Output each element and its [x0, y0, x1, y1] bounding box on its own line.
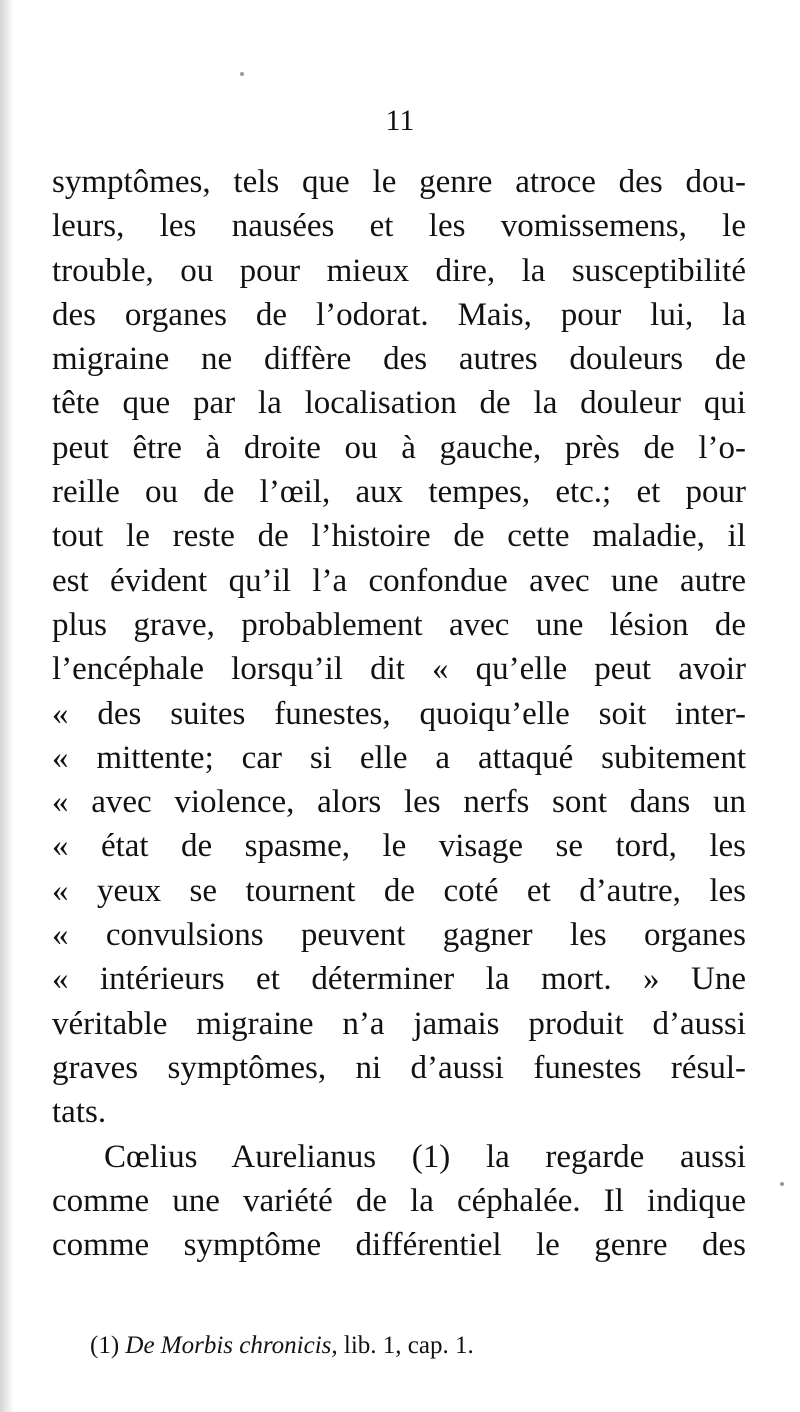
text-line: « yeux se tournent de coté et d’autre, les: [52, 872, 746, 909]
page-number: 11: [385, 104, 415, 137]
paper-speck: [240, 72, 244, 76]
text-line: leurs, les nausées et les vomissemens, le: [52, 208, 746, 245]
text-line: migraine ne diffère des autres douleurs de: [52, 341, 746, 378]
page-gutter-shadow: [0, 0, 14, 1412]
text-line: « état de spasme, le visage se tord, les: [52, 828, 746, 865]
text-line: peut être à droite ou à gauche, près de l’o-: [52, 429, 746, 466]
footnote-marker: (1): [90, 1332, 120, 1359]
text-line: tats.: [52, 1094, 107, 1131]
text-line: des organes de l’odorat. Mais, pour lui, la: [52, 296, 746, 333]
text-line: tout le reste de l’histoire de cette maladie, il: [52, 518, 746, 555]
text-line: véritable migraine n’a jamais produit d’aussi: [52, 1005, 746, 1042]
text-line: « avec violence, alors les nerfs sont dans un: [52, 784, 746, 821]
text-line: trouble, ou pour mieux dire, la susceptibilité: [52, 252, 746, 289]
text-line: « intérieurs et déterminer la mort. » Une: [52, 961, 746, 998]
text-line: comme une variété de la céphalée. Il indique: [52, 1182, 746, 1219]
text-line: l’encéphale lorsqu’il dit « qu’elle peut avoir: [52, 651, 746, 688]
text-line: est évident qu’il l’a confondue avec une autre: [52, 562, 746, 599]
paper-speck: [780, 1182, 784, 1186]
text-line: reille ou de l’œil, aux tempes, etc.; et pour: [52, 474, 746, 511]
footnote-title: De Morbis chronicis,: [125, 1332, 338, 1359]
text-line: plus grave, probablement avec une lésion de: [52, 606, 746, 643]
text-line: « des suites funestes, quoiqu’elle soit inter-: [52, 695, 746, 732]
text-line: « convulsions peuvent gagner les organes: [52, 917, 746, 954]
text-line: comme symptôme différentiel le genre des: [52, 1227, 746, 1264]
text-line: symptômes, tels que le genre atroce des dou-: [52, 164, 746, 200]
text-line: graves symptômes, ni d’aussi funestes résul-: [52, 1049, 746, 1086]
text-line-paragraph-start: Cœlius Aurelianus (1) la regarde aussi: [104, 1138, 746, 1175]
body-text: [52, 160, 746, 1267]
text-line: « mittente; car si elle a attaqué subitement: [52, 739, 746, 776]
footnote-reference: lib. 1, cap. 1.: [343, 1332, 474, 1359]
footnote: [90, 1332, 730, 1360]
text-line: tête que par la localisation de la douleur qui: [52, 385, 746, 422]
